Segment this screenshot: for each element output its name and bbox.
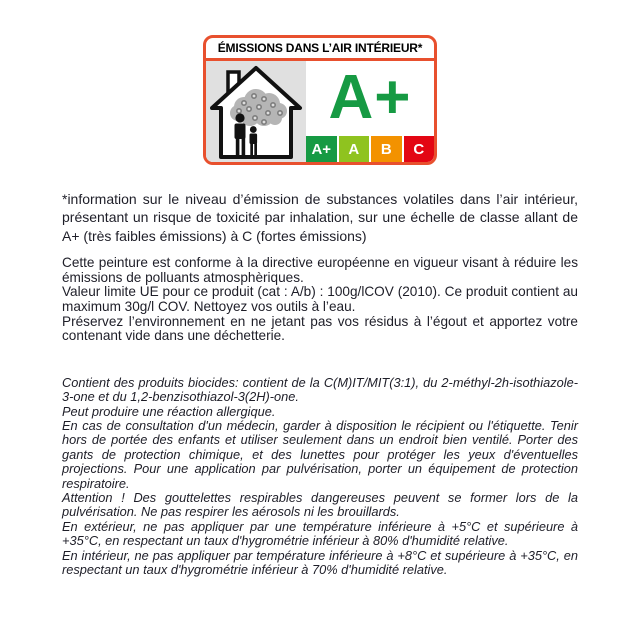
scale-cell-b: B (369, 136, 402, 162)
scale-cell-c: C (402, 136, 435, 162)
scale-cell-a: A (337, 136, 370, 162)
footnote-paragraph: *information sur le niveau d’émission de substances volatiles dans l’air intérieur, présentant un risque de toxicité par inhalation, sur une échelle de classe allant de A+ (très faibles émissions) à C (fortes émissions) (62, 191, 578, 244)
warning-paragraph: Contient des produits biocides: contient de la C(M)IT/MIT(3:1), du 2-méthyl-2h-isothiazole-3-one et du 1,2-benzisothiazol-3(2H)-one. (62, 374, 578, 405)
regulatory-block (62, 256, 578, 344)
warning-paragraph: En intérieur, ne pas appliquer par température inférieure à +8°C et supérieure à +35°C, en respectant un taux d'hygrométrie inférieur à 70% d'humidité relative. (62, 547, 578, 578)
warning-paragraph: En cas de consultation d'un médecin, garder à disposition le récipient ou l'étiquette. Tenir hors de portée des enfants et utiliser seulement dans un endroit bien ventilé. Porter des gants de protection chimique, et des lunettes pour protéger les yeux d'éventuelles projections. Pour une application par pulvérisation, porter un équipement de protection respiratoire. (62, 418, 578, 491)
house-indoor-air-icon (206, 61, 306, 162)
air-quality-badge-wrapper (0, 0, 640, 165)
rating-panel (306, 61, 434, 162)
house-panel (206, 61, 306, 162)
warnings-block (62, 376, 578, 578)
scale-cell-a-plus: A+ (306, 136, 337, 162)
regulatory-paragraph: Valeur limite UE pour ce produit (cat : A/b) : 100g/lCOV (2010). Ce produit contient au maximum 30g/l COV. Nettoyez vos outils à l’eau. (62, 284, 578, 314)
warning-paragraph: En extérieur, ne pas appliquer par une température inférieure à +5°C et supérieure à +35°C, en respectant un taux d'hygrométrie inférieur à 80% d'humidité relative. (62, 518, 578, 549)
regulatory-paragraph: Cette peinture est conforme à la directive européenne en vigueur visant à réduire les émissions de polluants atmosphèriques. (62, 255, 578, 285)
air-quality-badge (203, 35, 437, 165)
warning-paragraph: Peut produire une réaction allergique. (62, 403, 276, 419)
badge-title: ÉMISSIONS DANS L’AIR INTÉRIEUR* (206, 38, 434, 61)
rating-scale (306, 136, 434, 162)
regulatory-paragraph: Préservez l’environnement en ne jetant pas vos résidus à l’égout et apportez votre contenant vide dans une déchetterie. (62, 313, 578, 344)
label-text-column (62, 190, 578, 577)
warning-paragraph: Attention ! Des gouttelettes respirables dangereuses peuvent se former lors de la pulvérisation. Ne pas respirer les aérosols ni les brouillards. (62, 490, 578, 520)
badge-body (206, 61, 434, 162)
rating-value: A+ (328, 62, 412, 132)
